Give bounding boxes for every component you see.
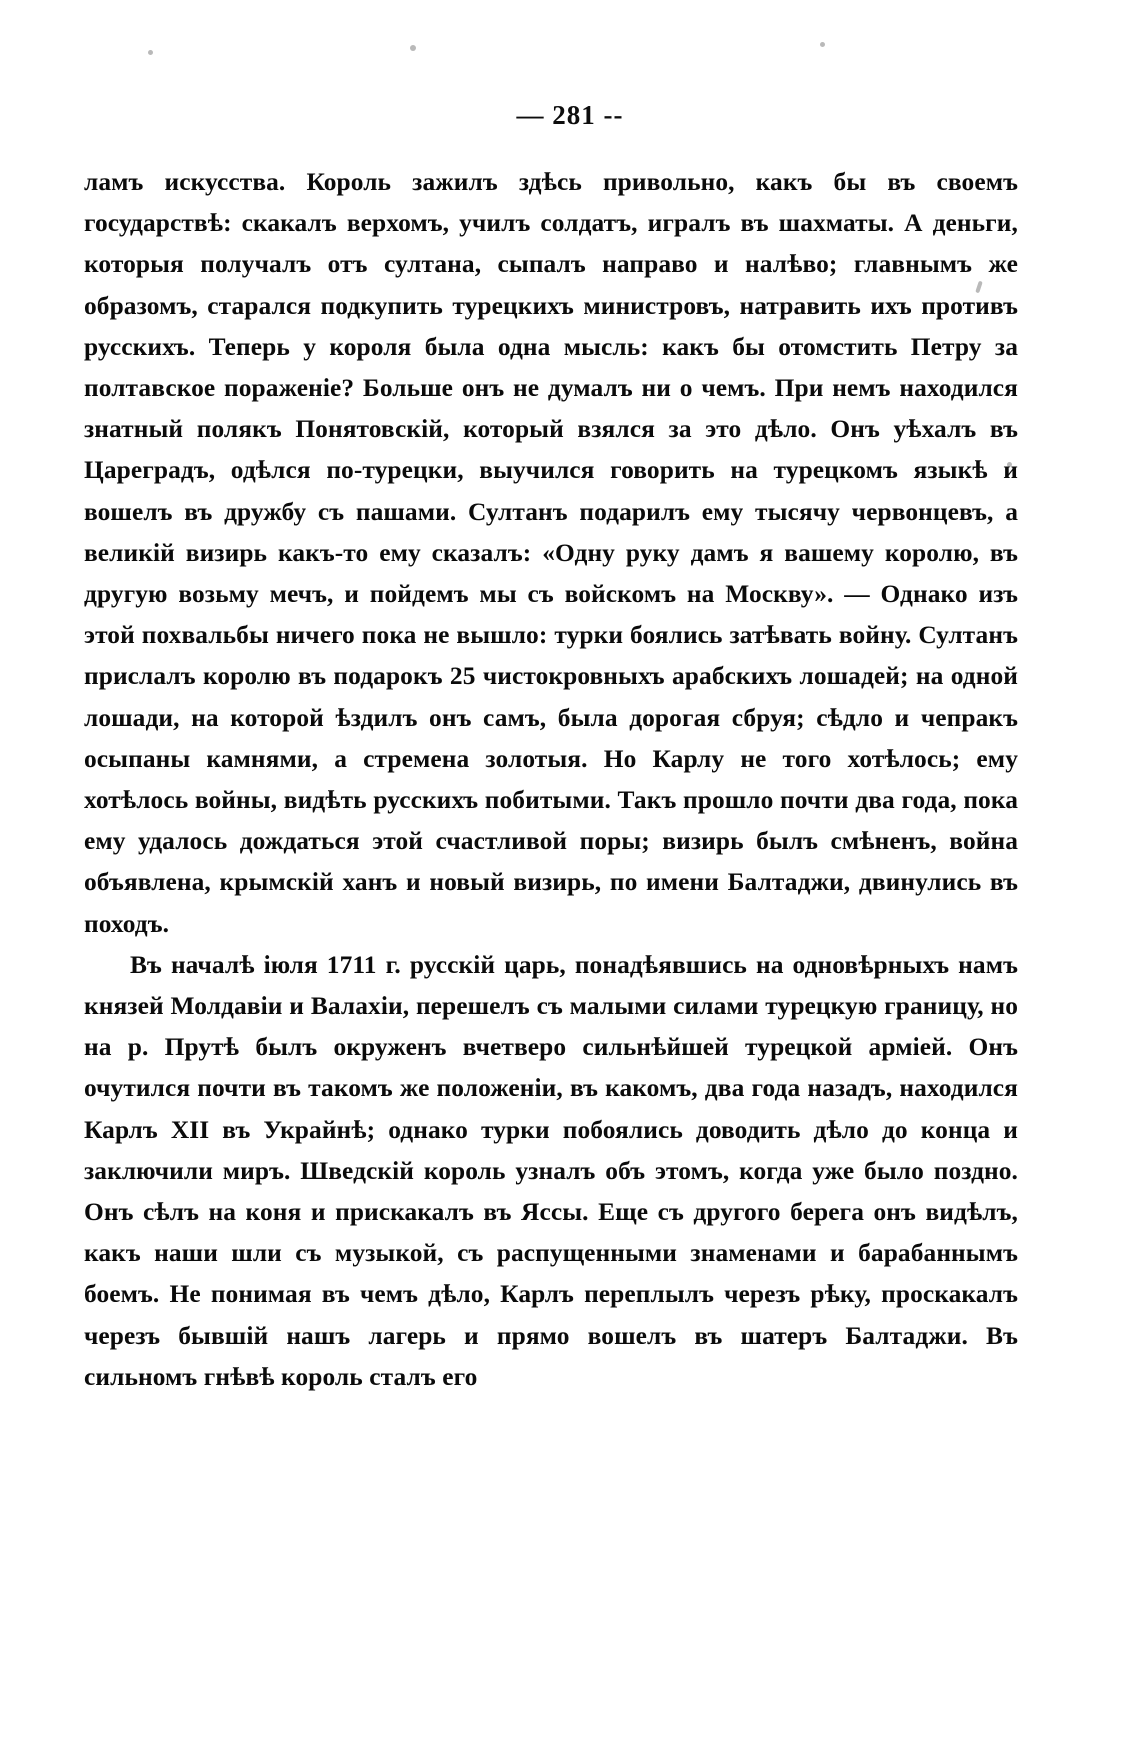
page-body: [84, 162, 1018, 1398]
scan-speckle: [410, 45, 416, 51]
paragraph: ламъ искусства. Король зажилъ здѣсь привольно, какъ бы въ своемъ государствѣ: скакалъ верхомъ, училъ солдатъ, игралъ въ шахматы. А деньги, которыя получалъ отъ султана, сыпалъ направо и налѣво; главнымъ же образомъ, старался подкупить турецкихъ министровъ, натравить ихъ противъ русскихъ. Теперь у короля была одна мысль: какъ бы отомстить Петру за полтавское пораженіе? Больше онъ не думалъ ни о чемъ. При немъ находился знатный полякъ Понятовскій, который взялся за это дѣло. Онъ уѣхалъ въ Цареградъ, одѣлся по-турецки, выучился говорить на турецкомъ языкѣ и вошелъ въ дружбу съ пашами. Султанъ подарилъ ему тысячу червонцевъ, а великій визирь какъ-то ему сказалъ: «Одну руку дамъ я вашему королю, въ другую возьму мечъ, и пойдемъ мы съ войскомъ на Москву». — Однако изъ этой похвальбы ничего пока не вышло: турки боялись затѣвать войну. Султанъ прислалъ королю въ подарокъ 25 чистокровныхъ арабскихъ лошадей; на одной лошади, на которой ѣздилъ онъ самъ, была дорогая сбруя; сѣдло и чепракъ осыпаны камнями, а стремена золотыя. Но Карлу не того хотѣлось; ему хотѣлось войны, видѣть русскихъ побитыми. Такъ прошло почти два года, пока ему удалось дождаться этой счастливой поры; визирь былъ смѣненъ, война объявлена, крымскій ханъ и новый визирь, по имени Балтаджи, двинулись въ походъ.: [84, 168, 1018, 938]
scan-speckle: [820, 42, 825, 47]
paragraph: Въ началѣ іюля 1711 г. русскій царь, понадѣявшись на одновѣрныхъ намъ князей Молдавіи и Валахіи, перешелъ съ малыми силами турецкую границу, но на р. Прутѣ былъ окруженъ вчетверо сильнѣйшей турецкой арміей. Онъ очутился почти въ такомъ же положеніи, въ какомъ, два года назадъ, находился Карлъ XII въ Украйнѣ; однако турки побоялись доводить дѣло до конца и заключили миръ. Шведскій король узналъ объ этомъ, когда уже было поздно. Онъ сѣлъ на коня и прискакалъ въ Яссы. Еще съ другого берега онъ видѣлъ, какъ наши шли съ музыкой, съ распущенными знаменами и барабаннымъ боемъ. Не понимая въ чемъ дѣло, Карлъ переплылъ черезъ рѣку, проскакалъ черезъ бывшій нашъ лагерь и прямо вошелъ въ шатеръ Балтаджи. Въ сильномъ гнѣвѣ король сталъ его: [84, 950, 1018, 1391]
scan-speckle: [148, 50, 153, 55]
page-number: — 281 --: [516, 100, 624, 130]
